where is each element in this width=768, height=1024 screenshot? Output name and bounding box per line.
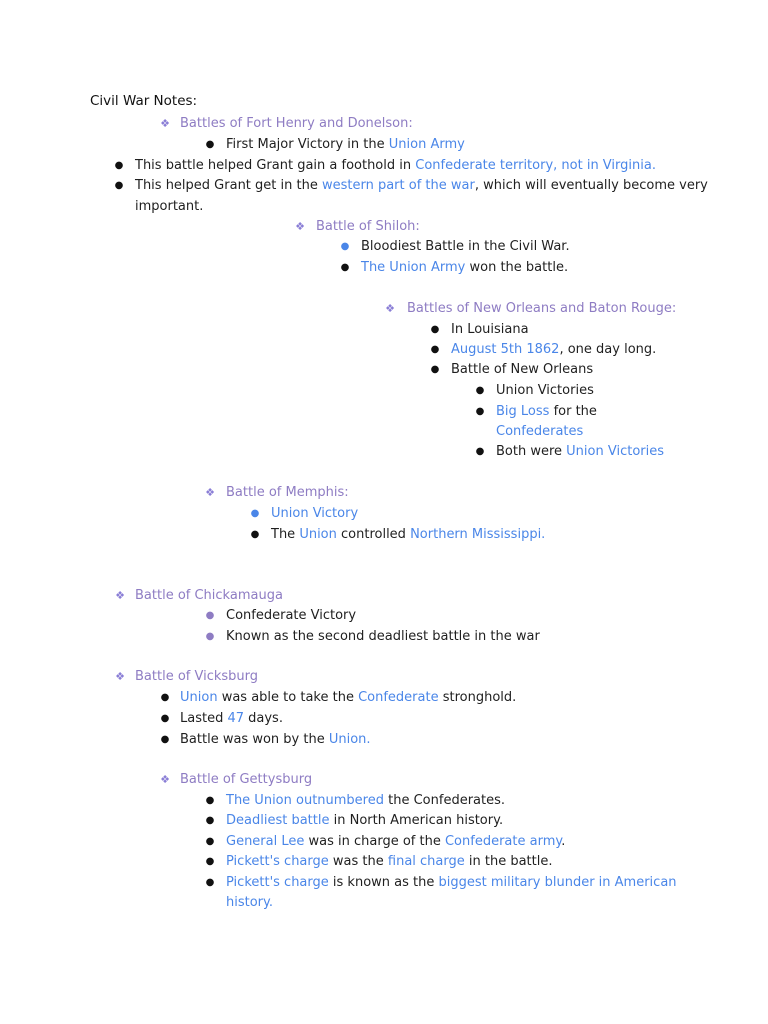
highlighted-text: Pickett's charge [226, 875, 329, 890]
highlighted-text: Deadliest battle [226, 813, 330, 828]
highlighted-text: Confederate territory, not in Virginia. [415, 158, 656, 173]
section-heading: Battle of Gettysburg [180, 772, 313, 787]
diamond-bullet-icon: ❖ [160, 117, 170, 130]
list-item: ● The Union outnumbered the Confederates. [203, 791, 505, 811]
section-heading: Battle of Shiloh: [316, 219, 420, 234]
section-gettysburg [158, 770, 312, 790]
list-item-continuation: important. [135, 199, 204, 214]
document-title: Civil War Notes: [90, 93, 198, 109]
section-chickamauga [113, 586, 283, 606]
bullet-dot-icon: ● [250, 529, 260, 540]
list-item: ● Both were Union Victories [473, 442, 664, 462]
bullet-dot-icon: ● [160, 692, 170, 703]
section-heading: Battle of Chickamauga [135, 588, 283, 603]
list-item: ● Pickett's charge is known as the biggest military blunder in American [203, 873, 677, 893]
highlighted-text: Pickett's charge [226, 854, 329, 869]
list-item: ● This battle helped Grant gain a foothold in Confederate territory, not in Virginia. [112, 156, 656, 176]
bullet-dot-icon: ● [430, 364, 440, 375]
section-heading: Battles of Fort Henry and Donelson: [180, 116, 413, 131]
list-item: ● Deadliest battle in North American history. [203, 811, 503, 831]
list-item: ● Bloodiest Battle in the Civil War. [338, 237, 570, 257]
diamond-bullet-icon: ❖ [385, 302, 395, 315]
highlighted-text: Union Victory [271, 506, 359, 521]
bullet-dot-icon: ● [205, 795, 215, 806]
list-item: ● First Major Victory in the Union Army [203, 135, 465, 155]
bullet-dot-icon: ● [205, 836, 215, 847]
list-item: ● Confederate Victory [203, 606, 356, 626]
bullet-dot-icon: ● [205, 631, 215, 642]
highlighted-text: Union Victories [566, 444, 665, 459]
bullet-dot-icon: ● [340, 262, 350, 273]
section-new-orleans [383, 299, 676, 319]
bullet-dot-icon: ● [205, 856, 215, 867]
highlighted-text: Big Loss [496, 404, 550, 419]
bullet-dot-icon: ● [475, 406, 485, 417]
list-item: ● In Louisiana [428, 320, 529, 340]
list-item: ● General Lee was in charge of the Confederate army. [203, 832, 565, 852]
highlighted-text: The Union Army [361, 260, 466, 275]
highlighted-text: Confederates [496, 424, 584, 439]
highlighted-text: Confederate army [444, 834, 562, 849]
diamond-bullet-icon: ❖ [295, 220, 305, 233]
list-item: ● The Union Army won the battle. [338, 258, 568, 278]
list-item-continuation [496, 422, 583, 442]
list-item-continuation [226, 893, 273, 913]
bullet-dot-icon: ● [250, 508, 260, 519]
bullet-dot-icon: ● [114, 180, 124, 191]
section-vicksburg [113, 667, 258, 687]
list-item: ● Pickett's charge was the final charge in the battle. [203, 852, 553, 872]
highlighted-text: Confederate [358, 690, 439, 705]
list-item: ● Big Loss for the [473, 402, 597, 422]
bullet-dot-icon: ● [160, 734, 170, 745]
list-item: ● Known as the second deadliest battle in the war [203, 627, 540, 647]
section-memphis [203, 483, 349, 503]
list-item [248, 504, 358, 524]
diamond-bullet-icon: ❖ [160, 773, 170, 786]
list-item: ● August 5th 1862, one day long. [428, 340, 656, 360]
list-item: ● This helped Grant get in the western part of the war, which will eventually become very [112, 176, 708, 196]
list-item: ● Battle of New Orleans [428, 360, 593, 380]
diamond-bullet-icon: ❖ [115, 670, 125, 683]
highlighted-text: August 5th 1862 [451, 342, 560, 357]
list-item: ● The Union controlled Northern Mississippi. [248, 525, 545, 545]
section-fort-henry [158, 114, 413, 134]
list-item: ● Battle was won by the Union. [158, 730, 371, 750]
list-item: ● Union was able to take the Confederate stronghold. [158, 688, 516, 708]
bullet-dot-icon: ● [205, 610, 215, 621]
highlighted-text: Union [299, 527, 337, 542]
highlighted-text: Union. [328, 732, 371, 747]
bullet-dot-icon: ● [114, 160, 124, 171]
highlighted-text: western part of the war [321, 178, 475, 193]
highlighted-text: Union Army [388, 137, 465, 152]
diamond-bullet-icon: ❖ [205, 486, 215, 499]
bullet-dot-icon: ● [430, 324, 440, 335]
highlighted-text: history. [226, 895, 273, 910]
list-item: ● Union Victories [473, 381, 594, 401]
section-shiloh [293, 217, 420, 237]
highlighted-text: Northern Mississippi. [410, 527, 546, 542]
section-heading: Battle of Vicksburg [135, 669, 259, 684]
highlighted-text: Union [180, 690, 218, 705]
bullet-dot-icon: ● [205, 815, 215, 826]
highlighted-text: 47 [227, 711, 245, 726]
highlighted-text: The Union outnumbered [226, 793, 384, 808]
highlighted-text: General Lee [226, 834, 305, 849]
section-heading: Battle of Memphis: [226, 485, 349, 500]
diamond-bullet-icon: ❖ [115, 589, 125, 602]
bullet-dot-icon: ● [205, 139, 215, 150]
list-item: ● Lasted 47 days. [158, 709, 283, 729]
highlighted-text: final charge [387, 854, 465, 869]
bullet-dot-icon: ● [340, 241, 350, 252]
highlighted-text: biggest military blunder in American [438, 875, 677, 890]
bullet-dot-icon: ● [475, 385, 485, 396]
bullet-dot-icon: ● [160, 713, 170, 724]
bullet-dot-icon: ● [475, 446, 485, 457]
bullet-dot-icon: ● [205, 877, 215, 888]
bullet-dot-icon: ● [430, 344, 440, 355]
section-heading: Battles of New Orleans and Baton Rouge: [407, 301, 677, 316]
